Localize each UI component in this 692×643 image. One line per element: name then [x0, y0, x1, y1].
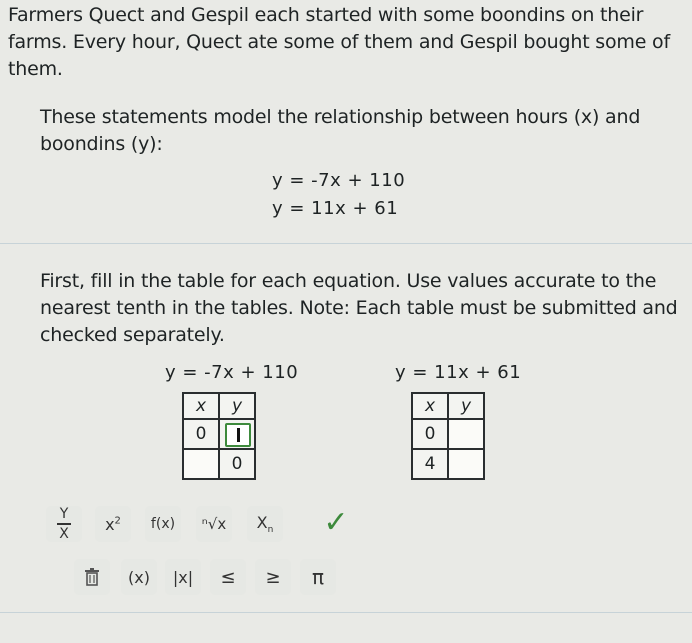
function-button[interactable]: f(x): [145, 506, 181, 542]
trash-button[interactable]: [74, 559, 110, 595]
nth-root-button[interactable]: ⁿ√x: [196, 506, 232, 542]
exponent-base: x: [105, 514, 115, 534]
fraction-icon: [57, 507, 71, 541]
check-answer-button[interactable]: ✓: [323, 504, 349, 540]
table-row: [183, 449, 255, 479]
intro-line-1: Farmers Quect and Gespil each started with some boondins on their: [8, 4, 644, 26]
parentheses-button[interactable]: (x): [121, 559, 157, 595]
exponent-icon: [105, 515, 121, 534]
intro-line-3: them.: [8, 58, 63, 80]
fraction-button[interactable]: [46, 506, 82, 542]
statement-line-2: boondins (y):: [40, 133, 163, 155]
instructions: [40, 268, 688, 349]
table-1-r1-x: 0: [183, 419, 219, 449]
greater-than-or-equal-button[interactable]: ≥: [255, 559, 291, 595]
table-2: [411, 392, 485, 480]
table-1-r2-y: 0: [219, 449, 255, 479]
subscript-base: X: [256, 512, 268, 532]
table-1-header-x: x: [183, 393, 219, 419]
instructions-line-3: checked separately.: [40, 324, 225, 346]
exponent-power: 2: [114, 515, 121, 527]
intro-line-2: farms. Every hour, Quect ate some of them and Gespil bought some of: [8, 31, 670, 53]
table-2-label: y = 11x + 61: [395, 362, 522, 383]
absolute-value-button[interactable]: |x|: [165, 559, 201, 595]
subscript-icon: [257, 513, 274, 535]
table-row: [412, 419, 484, 449]
table-row: [183, 419, 255, 449]
table-1-label: y = -7x + 110: [165, 362, 299, 383]
trash-icon: [84, 568, 100, 586]
table-row: [412, 449, 484, 479]
fraction-bar: [57, 523, 71, 525]
fraction-numerator: Y: [59, 506, 69, 523]
section-divider: [0, 243, 692, 244]
table-2-header-x: x: [412, 393, 448, 419]
table-2-r2-y-input[interactable]: [448, 449, 484, 479]
fraction-denominator: X: [59, 525, 69, 542]
active-input-box[interactable]: [225, 423, 251, 447]
exponent-button[interactable]: [95, 506, 131, 542]
statement-line-1: These statements model the relationship between hours (x) and: [40, 106, 641, 128]
instructions-line-2: nearest tenth in the tables. Note: Each table must be submitted and: [40, 297, 678, 319]
table-2-header-y: y: [448, 393, 484, 419]
text-caret: [237, 428, 240, 442]
equation-1: y = -7x + 110: [272, 170, 406, 191]
bottom-divider: [0, 612, 692, 613]
instructions-line-1: First, fill in the table for each equation. Use values accurate to the: [40, 270, 657, 292]
subscript-button[interactable]: [247, 506, 283, 542]
table-1: [182, 392, 256, 480]
table-2-r1-y-input[interactable]: [448, 419, 484, 449]
table-2-r2-x: 4: [412, 449, 448, 479]
less-than-or-equal-button[interactable]: ≤: [210, 559, 246, 595]
pi-button[interactable]: π: [300, 559, 336, 595]
table-2-r1-x: 0: [412, 419, 448, 449]
model-statements: [40, 104, 685, 158]
table-1-r2-x-input[interactable]: [183, 449, 219, 479]
subscript-sub: n: [267, 525, 274, 536]
table-1-header-y: y: [219, 393, 255, 419]
table-1-r1-y-input[interactable]: [219, 419, 255, 449]
problem-statement: [8, 2, 688, 83]
equation-2: y = 11x + 61: [272, 198, 399, 219]
